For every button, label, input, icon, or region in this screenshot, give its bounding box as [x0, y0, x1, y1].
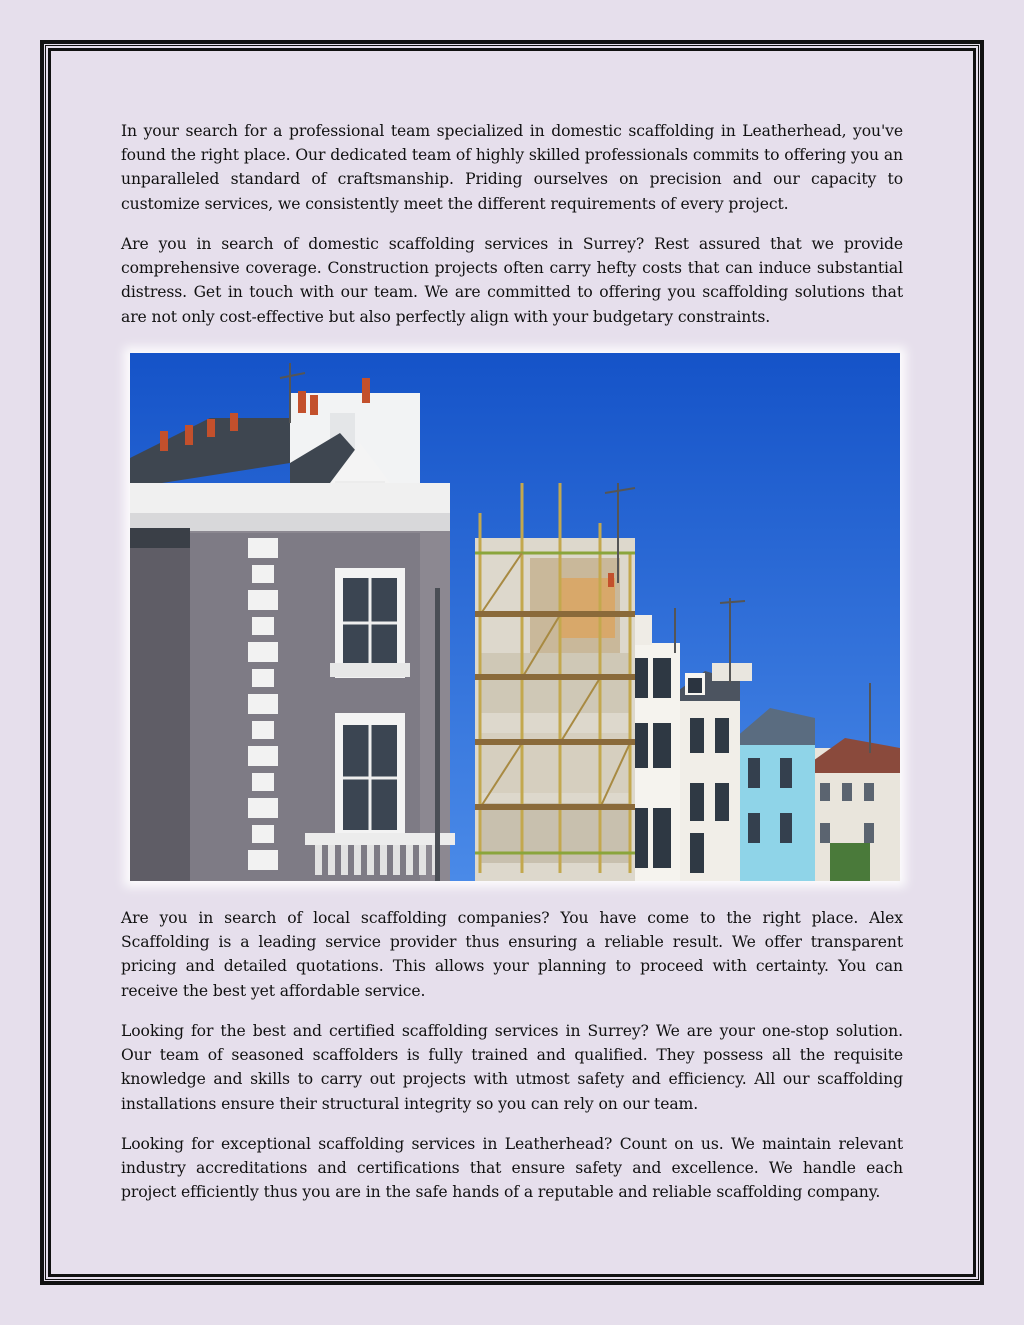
paragraph-5: Looking for exceptional scaffolding services in Leatherhead? Count on us. We maintain relevant industry accreditations and certifications that ensure safety and excellence. We handle each project efficiently thus you are in the safe hands of a reputable and reliable scaffolding company. — [121, 1135, 903, 1202]
scaffolding-houses-photo — [130, 353, 900, 881]
paragraph-1: In your search for a professional team specialized in domestic scaffolding in Leatherhead, you've found the right place. Our dedicated team of highly skilled professionals commits to offering you an unparalleled standard of craftsmanship. Priding ourselves on precision and our capacity to customize services, we consistently meet the different requirements of every project. — [121, 122, 903, 213]
paragraph-2: Are you in search of domestic scaffolding services in Surrey? Rest assured that we provide comprehensive coverage. Construction projects often carry hefty costs that can induce substantial distress. Get in touch with our team. We are committed to offering you scaffolding solutions that are not only cost-effective but also perfectly align with your budgetary constraints. — [121, 235, 903, 326]
paragraph-3: Are you in search of local scaffolding companies? You have come to the right place. Alex Scaffolding is a leading service provider thus ensuring a reliable result. We offer transparent pricing and detailed quotations. This allows your planning to proceed with certainty. You can receive the best yet affordable service. — [121, 909, 903, 1000]
paragraph-4: Looking for the best and certified scaffolding services in Surrey? We are your one-stop solution. Our team of seasoned scaffolders is fully trained and qualified. They possess all the requisite knowledge and skills to carry out projects with utmost safety and efficiency. All our scaffolding installations ensure their structural integrity so you can rely on our team. — [121, 1022, 903, 1113]
